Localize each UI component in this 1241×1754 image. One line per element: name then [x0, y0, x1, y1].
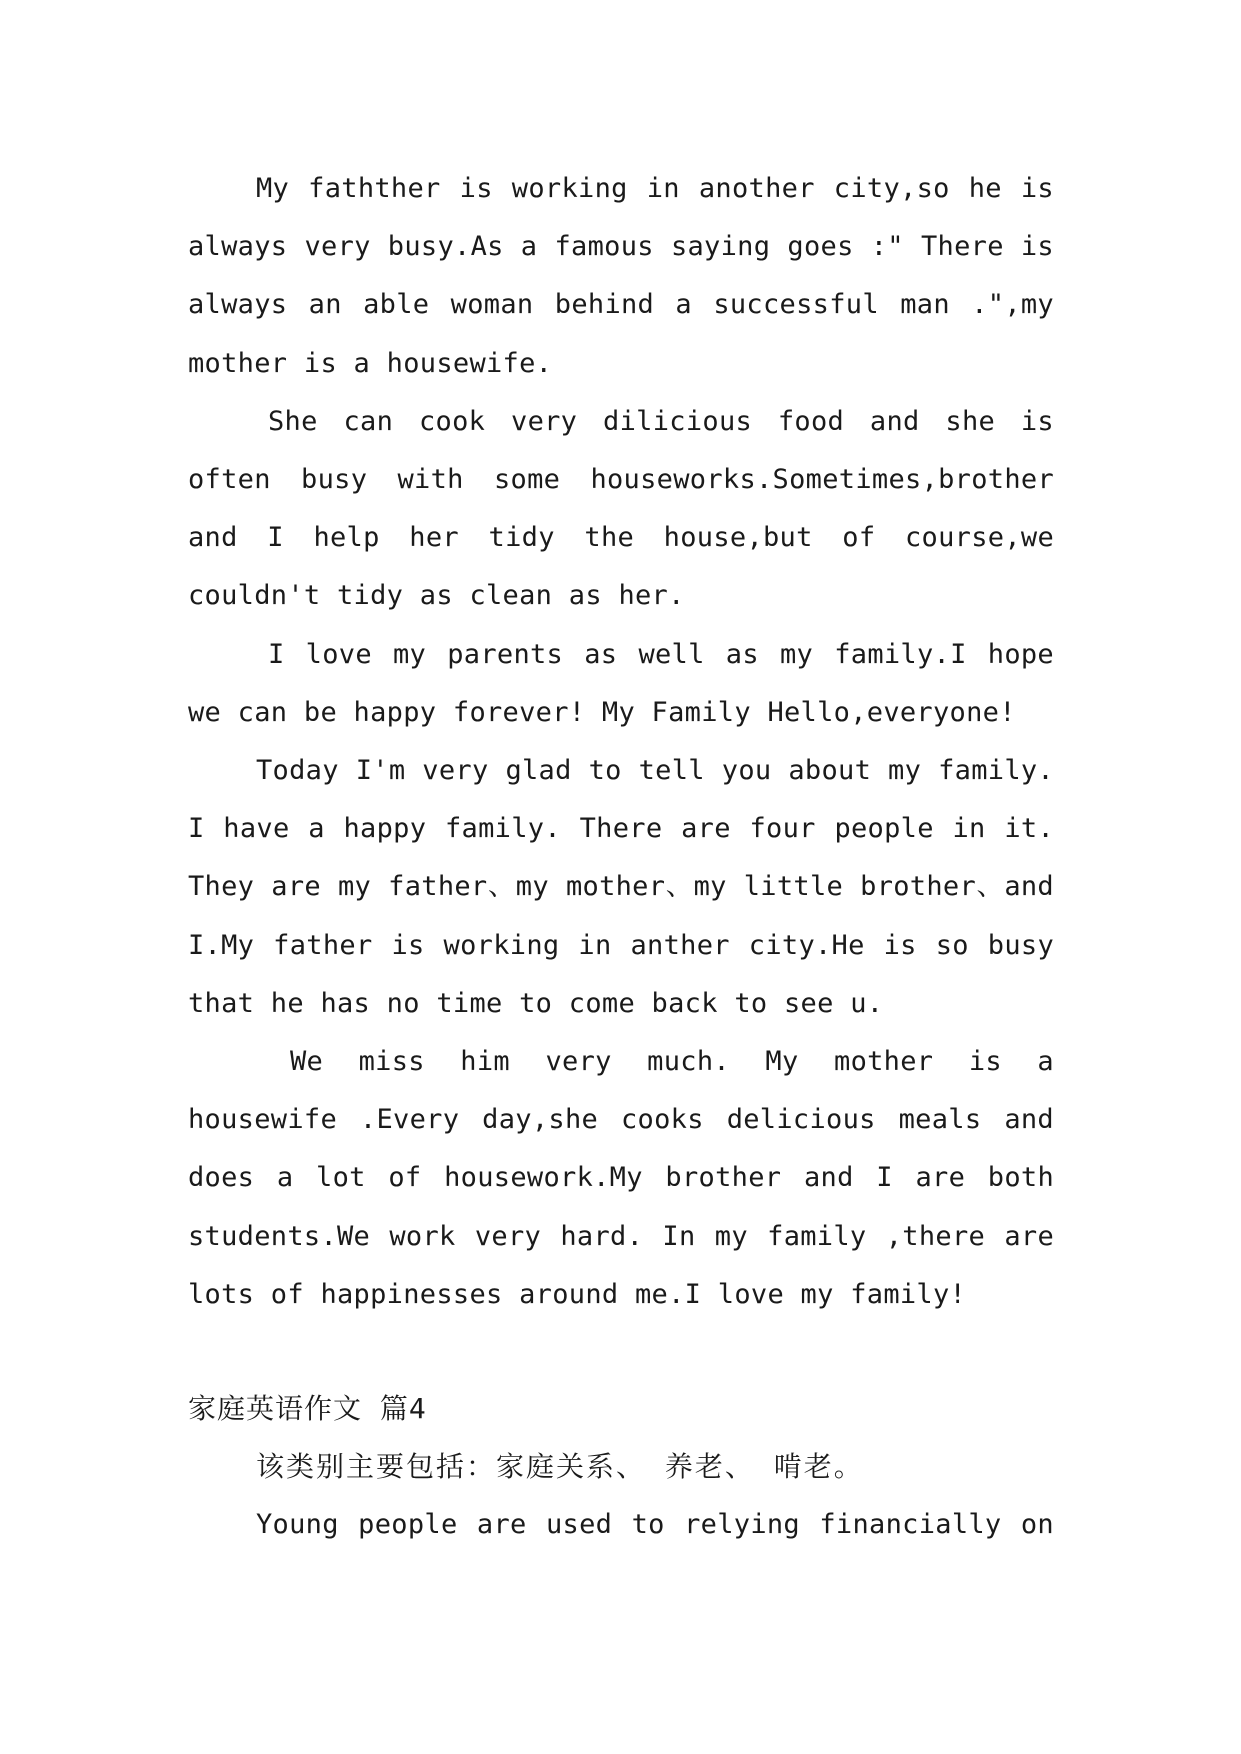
paragraph-mother-cooking: She can cook very dilicious food and she is often busy with some houseworks.Sometimes,brother and I help her tidy the house,but of course,we couldn't tidy as clean as her.	[188, 405, 1054, 612]
paragraph-love-parents: I love my parents as well as my family.I hope we can be happy forever! My Family Hello,everyone!	[188, 638, 1054, 728]
section-first-line: Young people are used to relying financially on	[256, 1509, 1054, 1541]
paragraph-father: My fathther is working in another city,so he is always very busy.As a famous saying goes :" There is always an able woman behind a successful man .",my mother is a housewife.	[188, 173, 1054, 379]
section-intro: 该类别主要包括：家庭关系、 养老、 啃老。	[256, 1450, 864, 1484]
section-heading: 家庭英语作文 篇4	[188, 1392, 427, 1426]
document-page	[188, 160, 1054, 1554]
paragraph-miss-him: We miss him very much. My mother is a housewife .Every day,she cooks delicious meals and does a lot of housework.My brother and I are both students.We work very hard. In my family ,there are lots of happinesses around me.I love my family!	[188, 1046, 1054, 1310]
paragraph-happy-family: Today I'm very glad to tell you about my family. I have a happy family. There are four people in it. They are my father、my mother、my little brother、and I.My father is working in anther city.He is so busy that he has no time to come back to see u.	[188, 755, 1054, 1019]
